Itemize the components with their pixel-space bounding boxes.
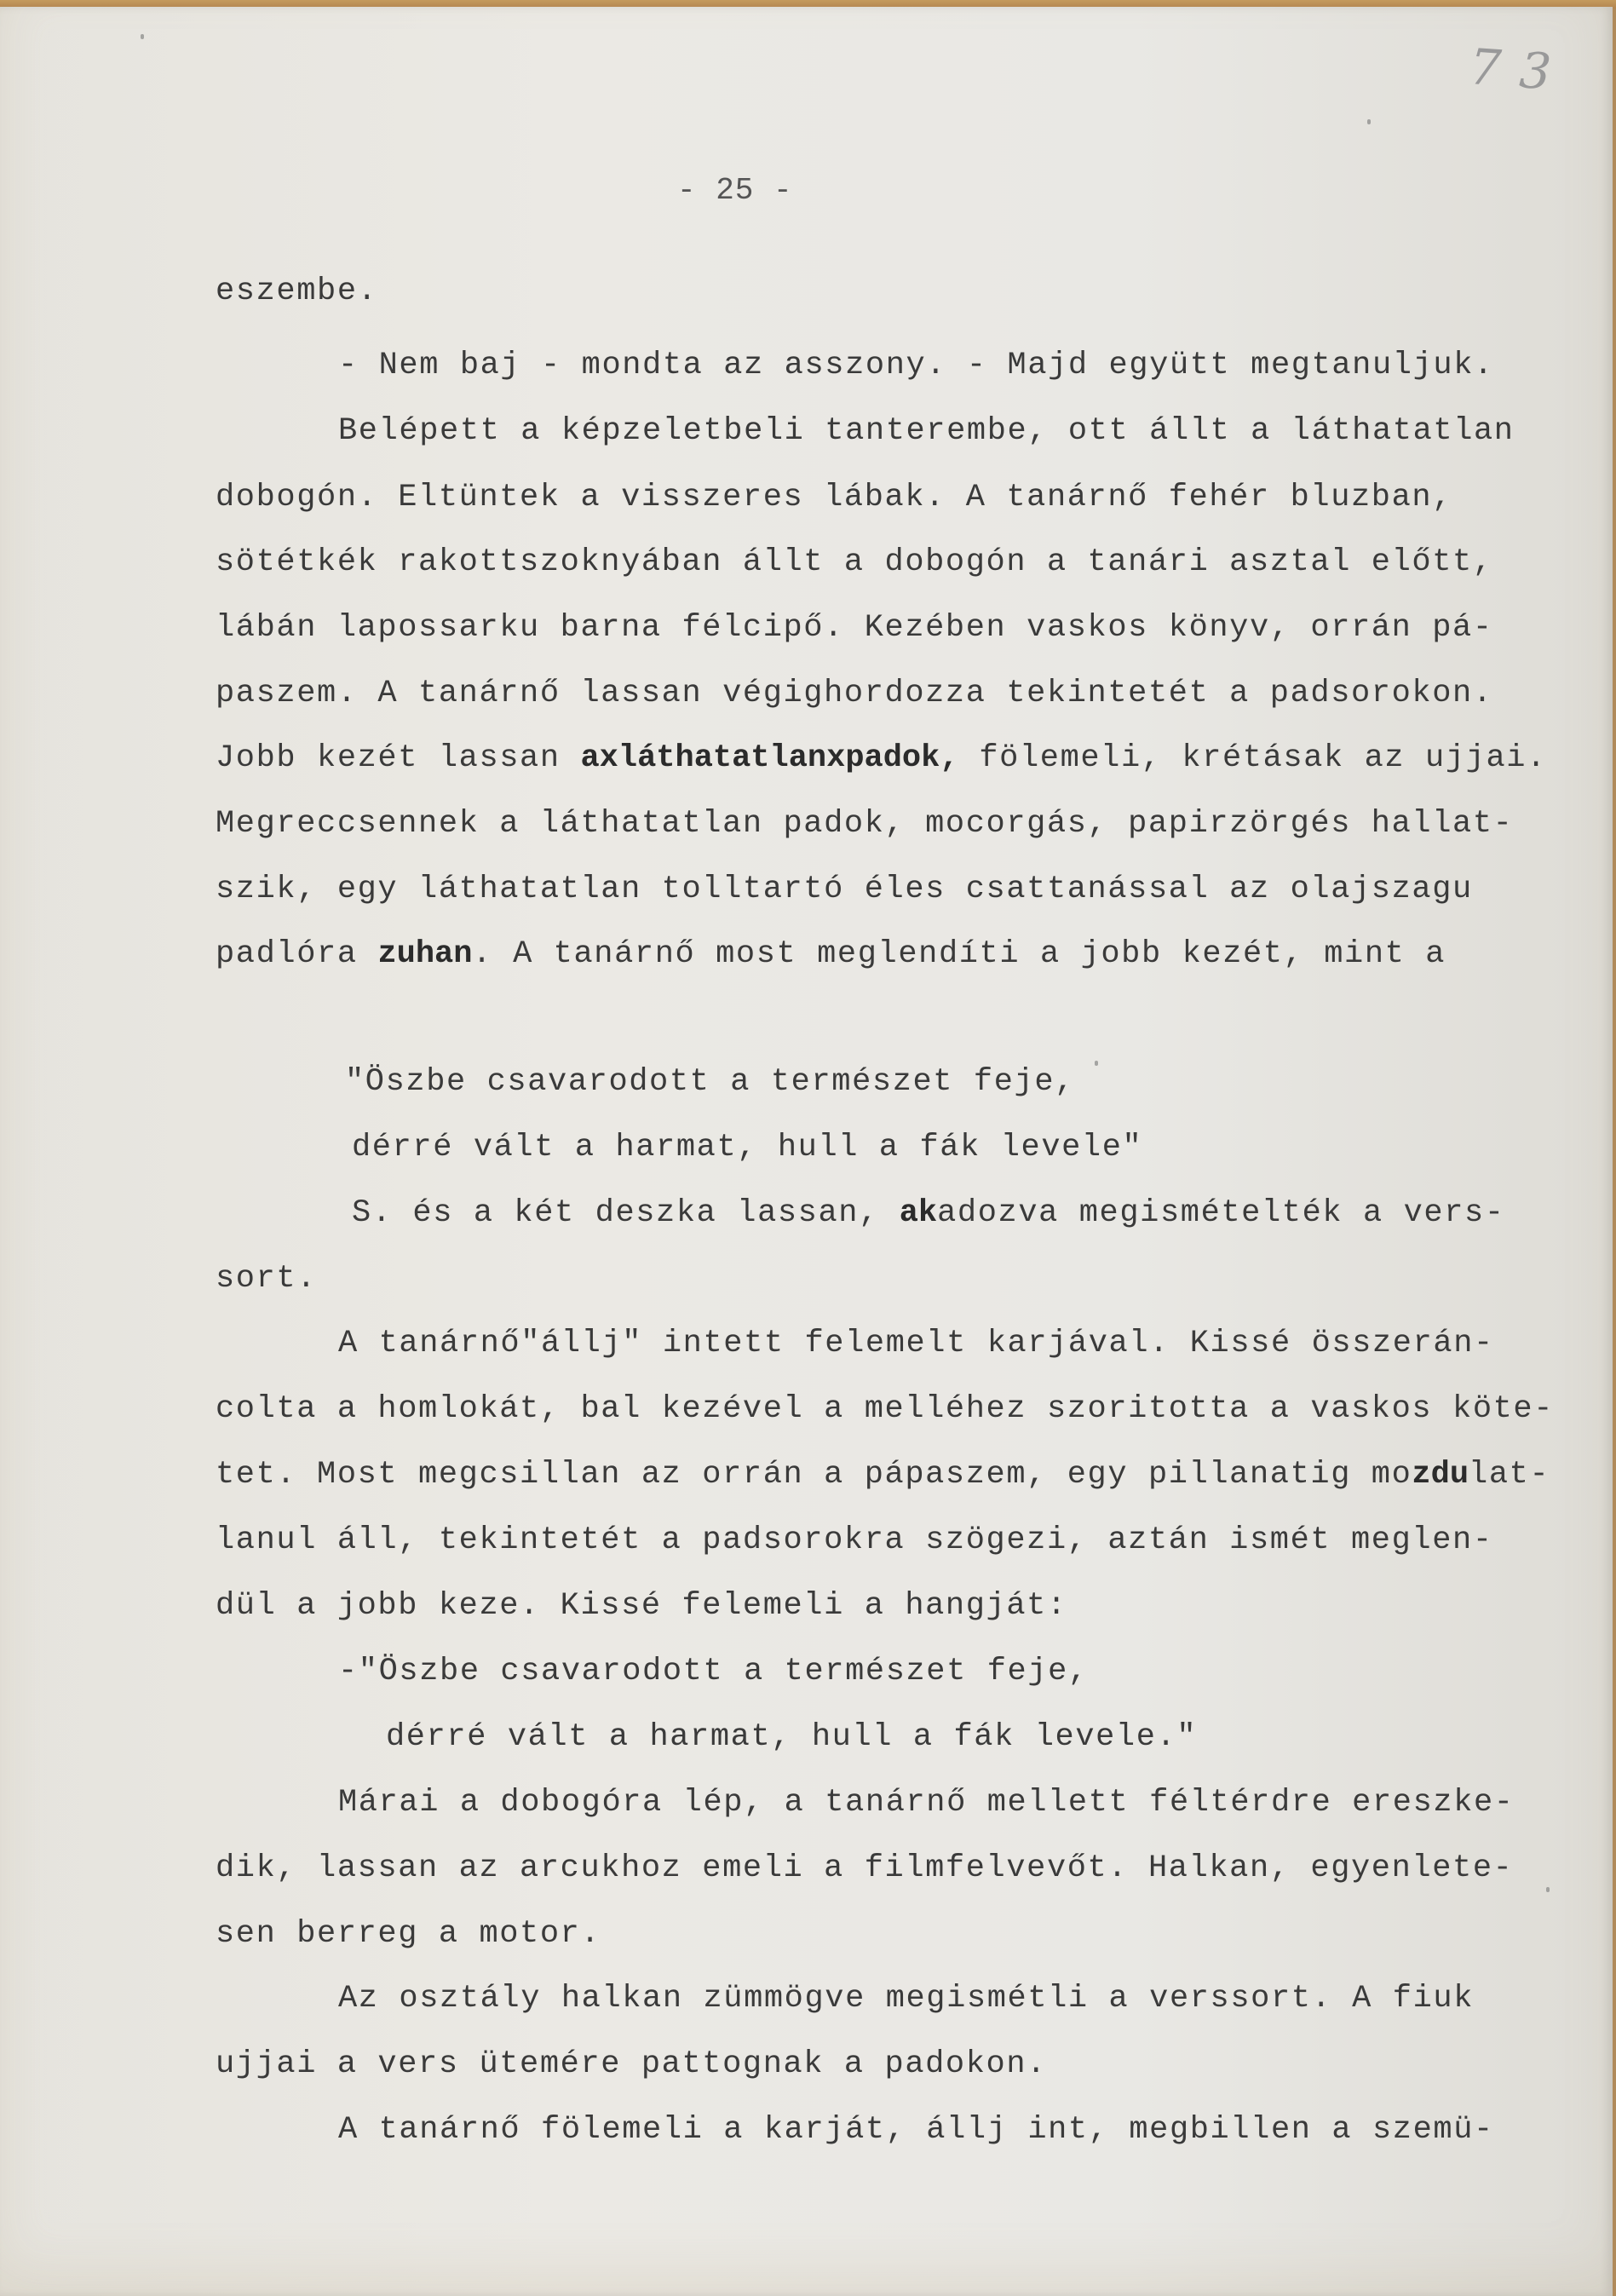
- typed-line: Belépett a képzeletbeli tanterembe, ott állt a láthatatlan: [338, 413, 1515, 449]
- typed-line: Az osztály halkan zümmögve megismétli a verssort. A fiuk: [338, 1981, 1475, 2017]
- line-text: lat-: [1469, 1457, 1550, 1493]
- typed-line: Megreccsennek a láthatatlan padok, mocorgás, papirzörgés hallat-: [216, 806, 1514, 842]
- line-text: padlóra: [216, 936, 378, 972]
- typed-line: dérré vált a harmat, hull a fák levele.": [386, 1719, 1198, 1755]
- typed-line: dik, lassan az arcukhoz emeli a filmfelvevőt. Halkan, egyenlete-: [216, 1850, 1514, 1886]
- typed-line: A tanárnő"állj" intett felemelt karjával. Kissé összerán-: [338, 1326, 1494, 1361]
- typed-line: [352, 1194, 1505, 1232]
- typed-line: -"Öszbe csavarodott a természet feje,: [338, 1654, 1089, 1689]
- line-text: . A tanárnő most meglendíti a jobb kezét, mint a: [472, 936, 1446, 972]
- typed-line: sötétkék rakottszoknyában állt a dobogón a tanári asztal előtt,: [216, 544, 1493, 580]
- typed-line: [216, 739, 1547, 777]
- typed-line: dobogón. Eltüntek a visszeres lábak. A tanárnő fehér bluzban,: [216, 480, 1453, 515]
- typed-line: [216, 935, 1446, 973]
- struck-out-text: ak: [899, 1195, 938, 1231]
- handwritten-folio-number: 73: [1467, 37, 1573, 103]
- typed-line: lanul áll, tekintetét a padsorokra szögezi, aztán ismét meglen-: [216, 1522, 1493, 1558]
- line-text: S. és a két deszka lassan,: [352, 1195, 900, 1231]
- typed-line: [216, 1456, 1550, 1493]
- paper-speck: [1367, 119, 1371, 124]
- paper-speck: [1095, 1061, 1098, 1066]
- struck-out-text: zuhan: [377, 936, 473, 972]
- line-text: fölemeli, krétásak az ujjai.: [958, 740, 1547, 776]
- line-text: adozva megismételték a vers-: [937, 1195, 1505, 1231]
- typed-line: dérré vált a harmat, hull a fák levele": [352, 1130, 1143, 1165]
- paper-speck: [141, 34, 144, 39]
- typed-line: Márai a dobogóra lép, a tanárnő mellett féltérdre ereszke-: [338, 1785, 1515, 1821]
- typed-line: A tanárnő fölemeli a karját, állj int, megbillen a szemü-: [338, 2112, 1494, 2148]
- typed-line: sort.: [216, 1261, 318, 1297]
- typed-line: - Nem baj - mondta az asszony. - Majd együtt megtanuljuk.: [338, 348, 1494, 383]
- struck-out-text: axláthatatlanxpadok,: [580, 740, 959, 776]
- page-number: - 25 -: [677, 173, 793, 208]
- typed-line: szik, egy láthatatlan tolltartó éles csattanással az olajszagu: [216, 872, 1473, 907]
- typed-line: colta a homlokát, bal kezével a melléhez szoritotta a vaskos köte-: [216, 1391, 1555, 1427]
- line-text: tet. Most megcsillan az orrán a pápaszem, egy pillanatig mo: [216, 1457, 1412, 1493]
- typed-line: sen berreg a motor.: [216, 1916, 601, 1952]
- paper-speck: [1546, 1887, 1550, 1892]
- typed-line: ujjai a vers ütemére pattognak a padokon.: [216, 2046, 1047, 2082]
- line-text: Jobb kezét lassan: [216, 740, 581, 776]
- typed-line: dül a jobb keze. Kissé felemeli a hangját:: [216, 1588, 1067, 1624]
- typed-line: eszembe.: [216, 273, 378, 309]
- typed-line: lábán lapossarku barna félcipő. Kezében vaskos könyv, orrán pá-: [216, 610, 1493, 646]
- typed-line: "Öszbe csavarodott a természet feje,: [345, 1064, 1075, 1100]
- struck-out-text: zdu: [1412, 1457, 1469, 1493]
- typed-line: paszem. A tanárnő lassan végighordozza tekintetét a padsorokon.: [216, 676, 1493, 711]
